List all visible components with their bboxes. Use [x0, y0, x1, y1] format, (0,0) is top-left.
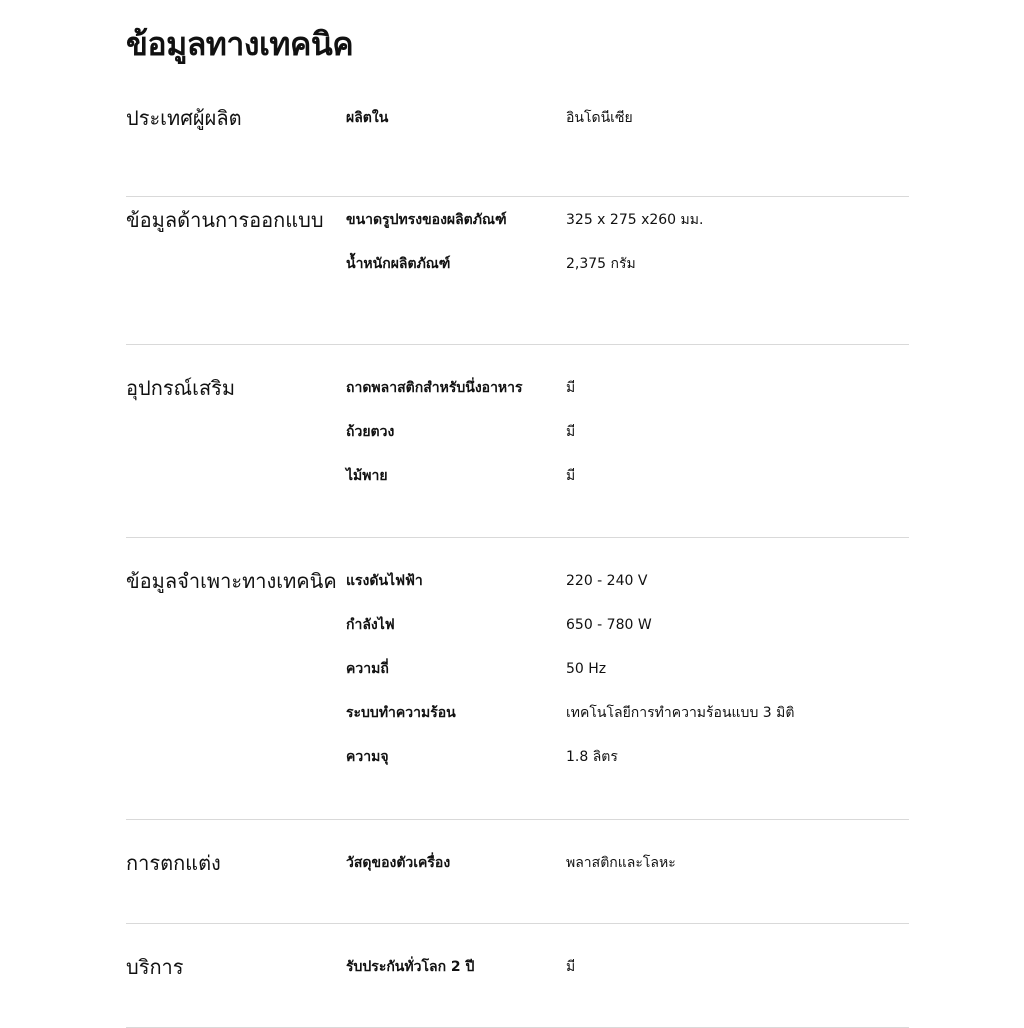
section-heading: ข้อมูลด้านการออกแบบ: [126, 208, 324, 232]
spec-row: [346, 463, 909, 507]
spec-row: [346, 568, 909, 612]
spec-label: ถ้วยตวง: [346, 424, 395, 440]
section-heading: บริการ: [126, 955, 184, 979]
spec-value: มี: [566, 468, 576, 484]
section-rows: [346, 197, 909, 344]
spec-row: [346, 744, 909, 788]
spec-label: รับประกันทั่วโลก 2 ปี: [346, 959, 475, 975]
spec-row: [346, 419, 909, 463]
section-rows: [346, 924, 909, 1027]
spec-value: 50 Hz: [566, 661, 607, 677]
section-rows: [346, 345, 909, 537]
section-heading: ประเทศผู้ผลิต: [126, 106, 242, 130]
section-country-of-origin: [126, 92, 909, 197]
section-service: [126, 924, 909, 1028]
spec-row: [346, 375, 909, 419]
spec-row: [346, 700, 909, 744]
section-technical-specs: [126, 538, 909, 820]
section-rows: [346, 538, 909, 819]
spec-label: ผลิตใน: [346, 110, 389, 126]
spec-value: มี: [566, 380, 576, 396]
spec-label: น้ำหนักผลิตภัณฑ์: [346, 256, 451, 272]
spec-row: [346, 954, 909, 998]
spec-label: ไม้พาย: [346, 468, 388, 484]
spec-value: พลาสติกและโลหะ: [566, 855, 676, 871]
spec-row: [346, 850, 909, 894]
section-heading: อุปกรณ์เสริม: [126, 376, 236, 400]
section-design: [126, 197, 909, 345]
section-finish: [126, 820, 909, 924]
section-heading: ข้อมูลจำเพาะทางเทคนิค: [126, 569, 337, 593]
spec-value: 2,375 กรัม: [566, 256, 636, 272]
spec-label: ความถี่: [346, 661, 389, 677]
spec-row: [346, 656, 909, 700]
section-rows: [346, 820, 909, 923]
spec-value: 1.8 ลิตร: [566, 749, 618, 765]
spec-label: กำลังไฟ: [346, 617, 395, 633]
spec-label: ถาดพลาสติกสำหรับนึ่งอาหาร: [346, 380, 523, 396]
spec-value: มี: [566, 424, 576, 440]
spec-label: ขนาดรูปทรงของผลิตภัณฑ์: [346, 212, 507, 228]
section-rows: [346, 92, 909, 196]
page-title: ข้อมูลทางเทคนิค: [126, 25, 354, 63]
section-heading: การตกแต่ง: [126, 851, 221, 875]
spec-value: 650 - 780 W: [566, 617, 652, 633]
spec-label: แรงดันไฟฟ้า: [346, 573, 423, 589]
section-accessories: [126, 345, 909, 538]
spec-row: [346, 251, 909, 295]
spec-label: วัสดุของตัวเครื่อง: [346, 855, 451, 871]
spec-value: เทคโนโลยีการทำความร้อนแบบ 3 มิติ: [566, 705, 795, 721]
spec-label: ระบบทำความร้อน: [346, 705, 456, 721]
spec-value: 325 x 275 x260 มม.: [566, 212, 704, 228]
spec-row: [346, 612, 909, 656]
spec-value: มี: [566, 959, 576, 975]
spec-value: อินโดนีเซีย: [566, 110, 633, 126]
spec-value: 220 - 240 V: [566, 573, 648, 589]
spec-row: [346, 105, 909, 149]
spec-label: ความจุ: [346, 749, 389, 765]
spec-row: [346, 207, 909, 251]
